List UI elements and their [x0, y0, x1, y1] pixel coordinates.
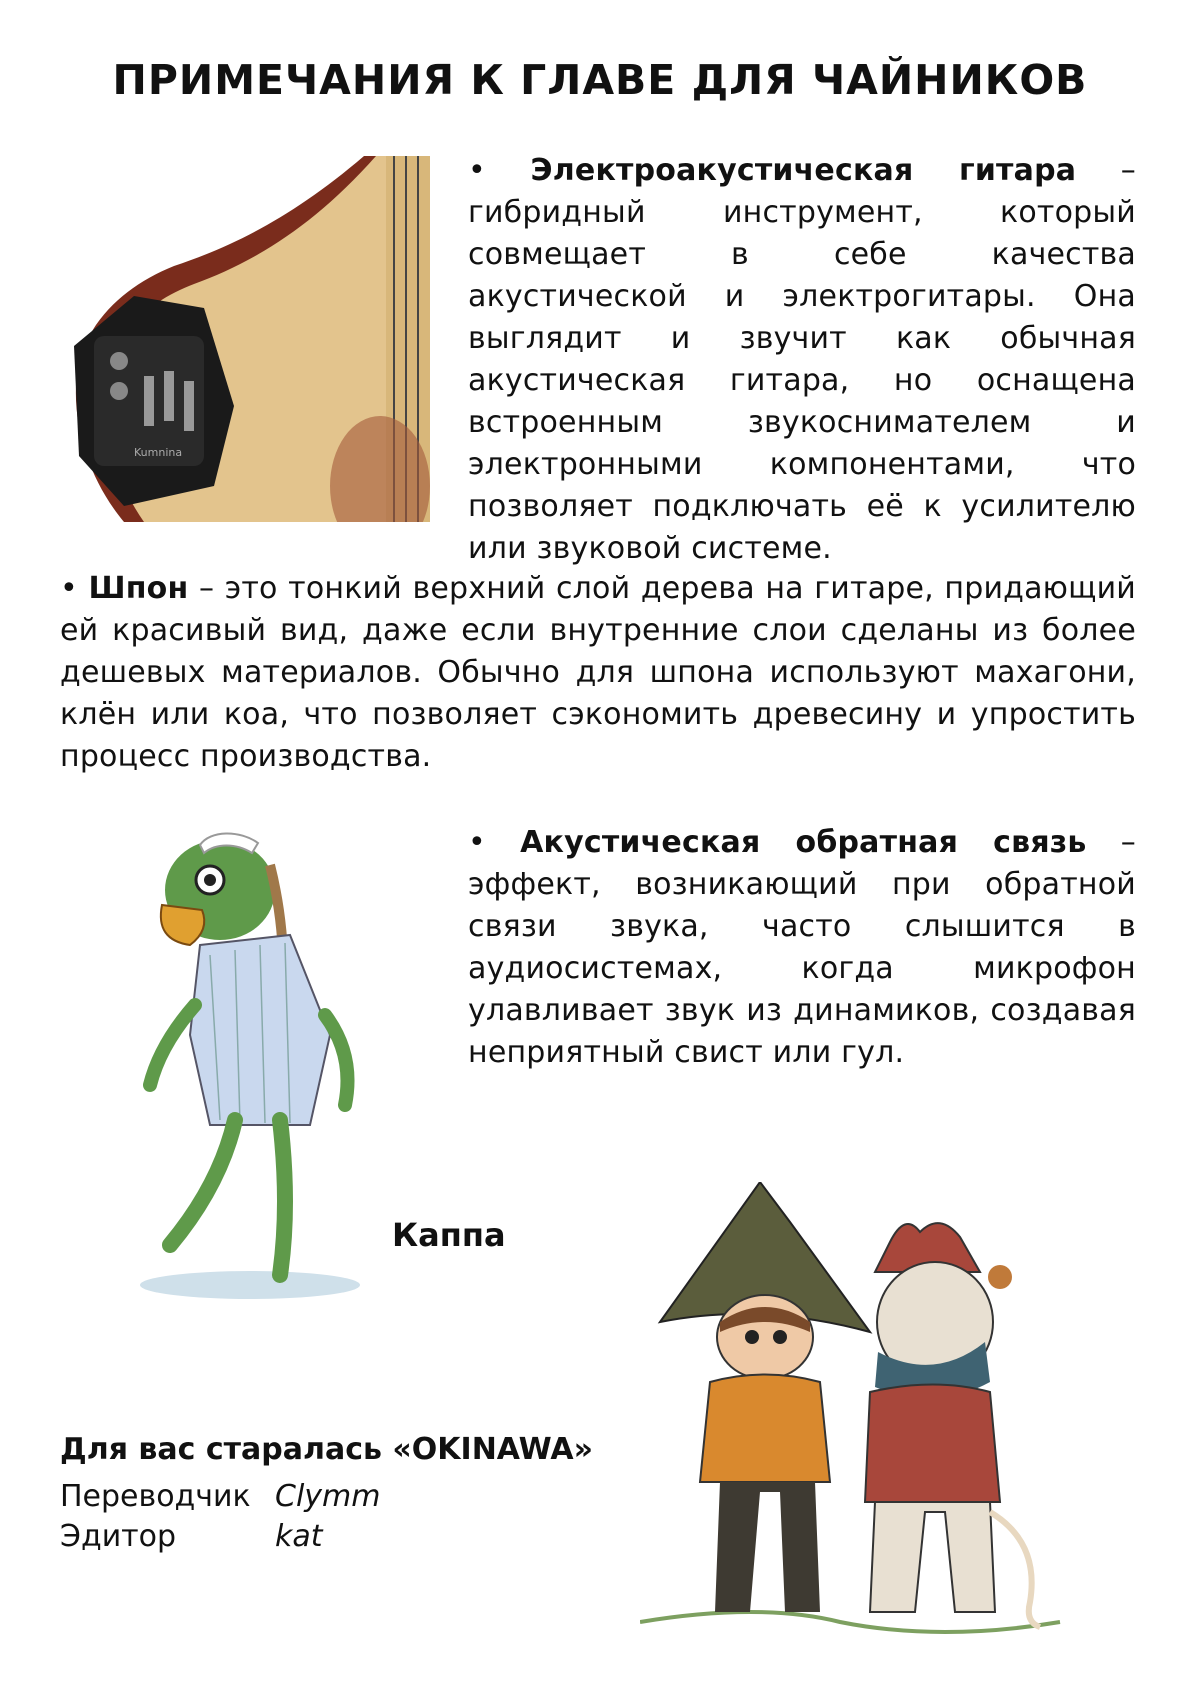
credit-row-translator — [60, 1477, 593, 1517]
bullet: • — [468, 825, 521, 860]
credits — [60, 1432, 593, 1557]
credit-row-editor — [60, 1517, 593, 1557]
credit-name: kat — [275, 1519, 323, 1554]
credits-heading: Для вас старалась «OKINAWA» — [60, 1432, 594, 1467]
bullet: • — [60, 571, 89, 606]
note-definition: – эффект, возникающий при обратной связи звука, часто слышится в аудиосистемах, когда микрофон улавливает звук из динамиков, создавая неприятный свист или гул. — [468, 825, 1136, 1070]
note-definition: – гибридный инструмент, который совмещает в себе качества акустической и электрогитары. Она выглядит и звучит как обычная акустическая гитара, но оснащена встроенным звукоснимателем и электронными компонентами, что позволяет подключать её к усилителю или звуковой системе. — [468, 153, 1137, 566]
note-veneer — [60, 568, 1136, 778]
credit-role: Эдитор — [60, 1519, 177, 1554]
page-title: ПРИМЕЧАНИЯ К ГЛАВЕ ДЛЯ ЧАЙНИКОВ — [112, 56, 1088, 104]
snufkin-moomin-illustration — [640, 1182, 1070, 1642]
note-electroacoustic-guitar — [468, 150, 1136, 570]
note-definition: – это тонкий верхний слой дерева на гитаре, придающий ей красивый вид, даже если внутренние слои сделаны из более дешевых материалов. Обычно для шпона используют махагони, клён или коа, что позволяет сэкономить древесину и упростить процесс производства. — [60, 571, 1136, 774]
note-term: Шпон — [88, 571, 189, 606]
electroacoustic-guitar-illustration — [64, 156, 430, 522]
kappa-caption: Каппа — [392, 1216, 506, 1254]
credit-role: Переводчик — [60, 1479, 251, 1514]
svg-text:Kumnina: Kumnina — [134, 446, 183, 459]
note-acoustic-feedback — [468, 822, 1136, 1074]
note-term: Электроакустическая гитара — [530, 153, 1077, 188]
credit-name: Clymm — [275, 1479, 381, 1514]
kappa-illustration — [140, 825, 400, 1325]
note-term: Акустическая обратная связь — [520, 825, 1087, 860]
bullet: • — [468, 153, 531, 188]
